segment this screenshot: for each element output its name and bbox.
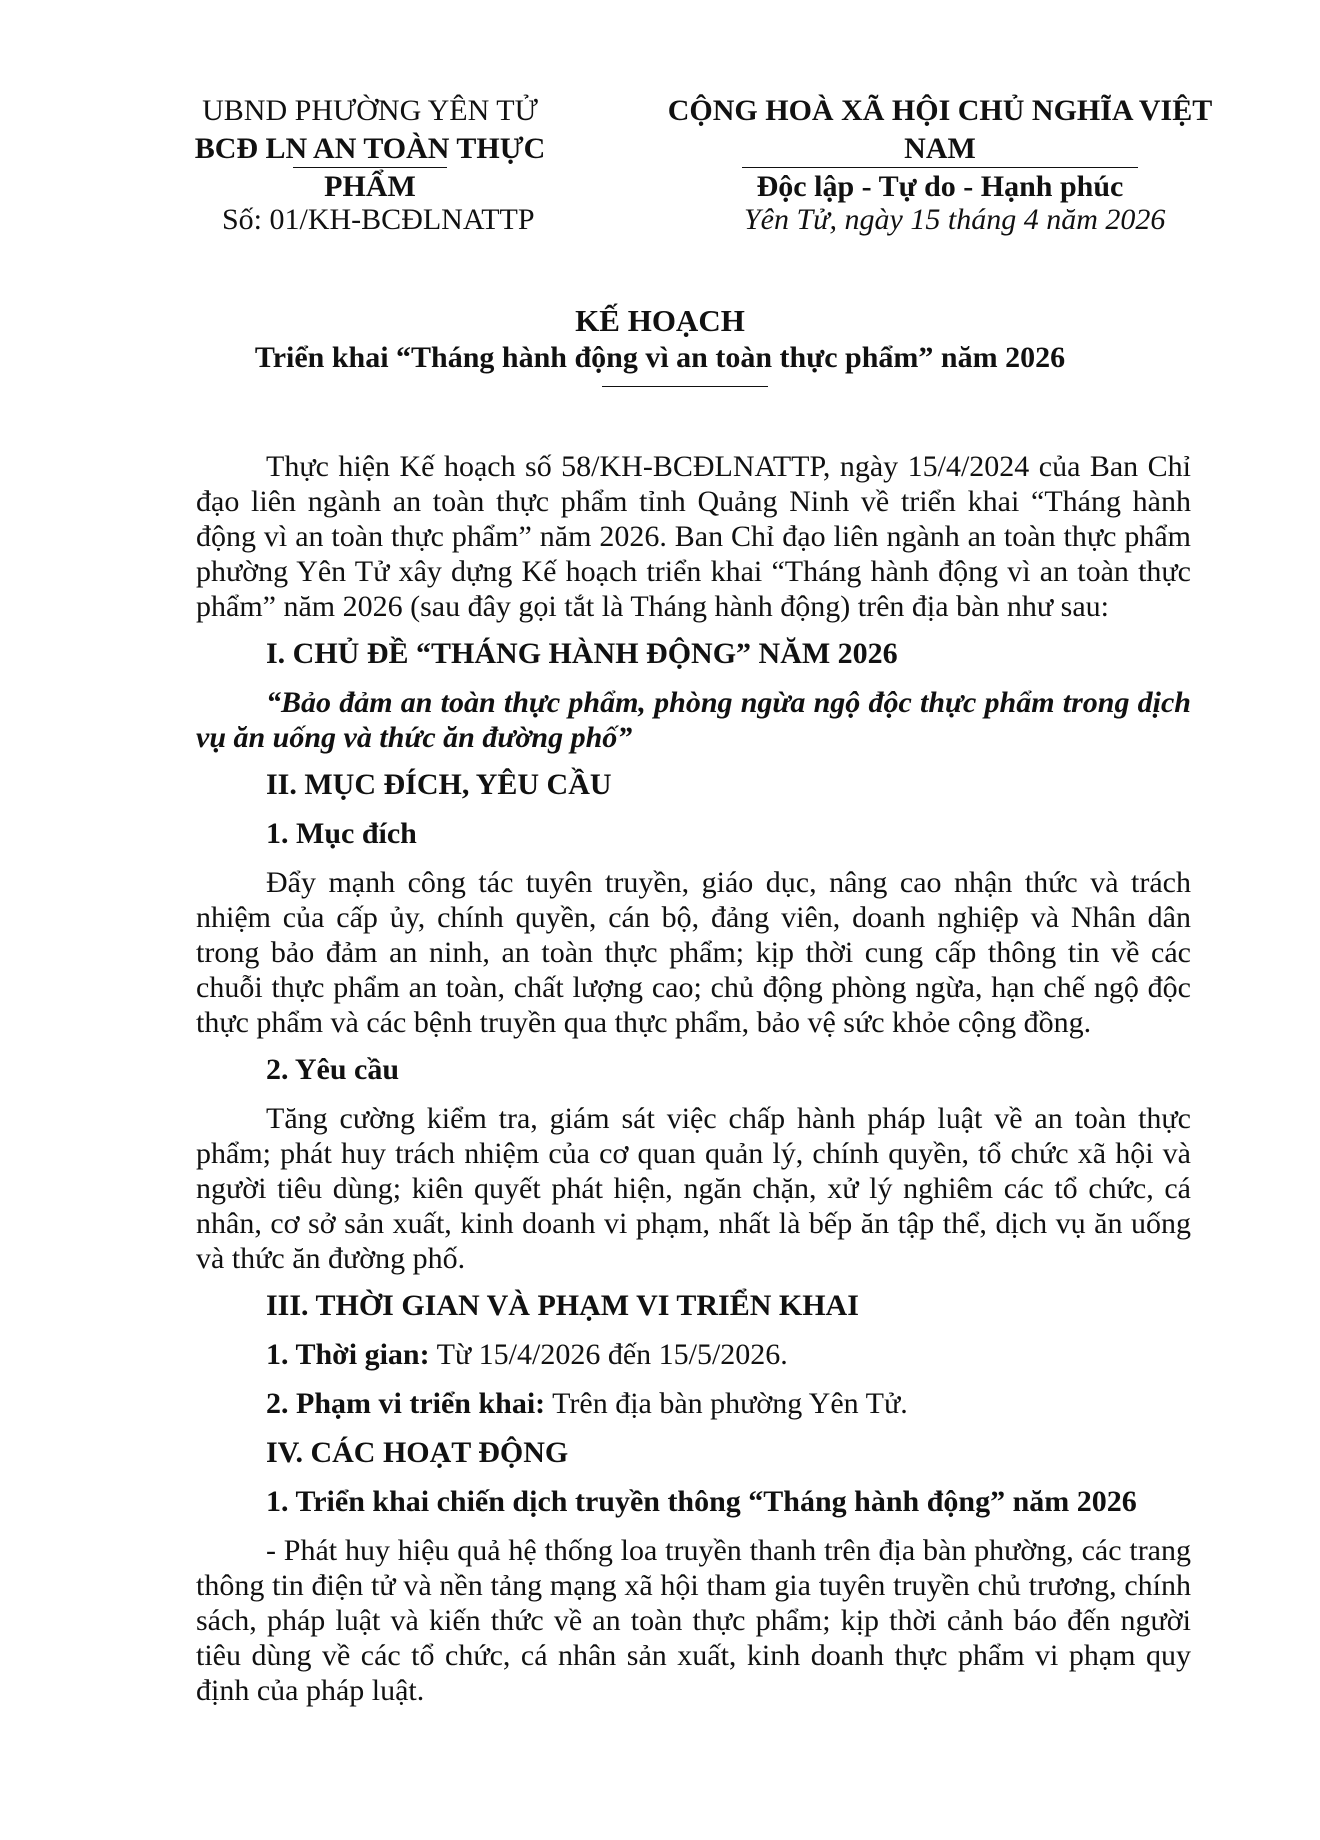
document-body bbox=[196, 449, 1191, 1720]
section-3-1-value: Từ 15/4/2026 đến 15/5/2026. bbox=[429, 1338, 788, 1371]
section-1-heading: I. CHỦ ĐỀ “THÁNG HÀNH ĐỘNG” NĂM 2026 bbox=[266, 637, 898, 670]
section-2-heading: II. MỤC ĐÍCH, YÊU CẦU bbox=[266, 768, 612, 801]
agency-name: UBND PHƯỜNG YÊN TỬ bbox=[202, 94, 538, 127]
document-date: Yên Tử, ngày 15 tháng 4 năm 2026 bbox=[744, 203, 1166, 236]
issuing-agency bbox=[160, 92, 580, 206]
intro-paragraph: Thực hiện Kế hoạch số 58/KH-BCĐLNATTP, ngày 15/4/2024 của Ban Chỉ đạo liên ngành an toàn thực phẩm tỉnh Quảng Ninh về triển khai “Tháng hành động vì an toàn thực phẩm” năm 2026. Ban Chỉ đạo liên ngành an toàn thực phẩm phường Yên Tử xây dựng Kế hoạch triển khai “Tháng hành động vì an toàn thực phẩm” năm 2026 (sau đây gọi tắt là Tháng hành động) trên địa bàn như sau: bbox=[196, 450, 1191, 623]
agency-underline bbox=[293, 167, 447, 168]
motto-underline bbox=[742, 167, 1138, 168]
document-subtitle: Triển khai “Tháng hành động vì an toàn thực phẩm” năm 2026 bbox=[254, 341, 1066, 374]
document-title: KẾ HOẠCH bbox=[575, 303, 745, 338]
section-4-1-heading: 1. Triển khai chiến dịch truyền thông “Tháng hành động” năm 2026 bbox=[266, 1485, 1137, 1518]
title-underline bbox=[602, 386, 768, 387]
agency-committee: BCĐ LN AN TOÀN THỰC PHẨM bbox=[194, 132, 546, 203]
section-3-2-line bbox=[196, 1386, 1191, 1421]
section-4-1-text: - Phát huy hiệu quả hệ thống loa truyền thanh trên địa bàn phường, các trang thông tin điện tử và nền tảng mạng xã hội tham gia tuyên truyền chủ trương, chính sách, pháp luật và kiến thức về an toàn thực phẩm; kịp thời cảnh báo đến người tiêu dùng về các tổ chức, cá nhân sản xuất, kinh doanh thực phẩm vi phạm quy định của pháp luật. bbox=[196, 1534, 1191, 1707]
section-2-1-heading: 1. Mục đích bbox=[266, 817, 417, 850]
national-motto: Độc lập - Tự do - Hạnh phúc bbox=[756, 170, 1124, 203]
section-2-2-text: Tăng cường kiểm tra, giám sát việc chấp hành pháp luật về an toàn thực phẩm; phát huy trách nhiệm của cơ quan quản lý, chính quyền, tổ chức xã hội và người tiêu dùng; kiên quyết phát hiện, ngăn chặn, xử lý nghiêm các tổ chức, cá nhân, cơ sở sản xuất, kinh doanh vi phạm, nhất là bếp ăn tập thể, dịch vụ ăn uống và thức ăn đường phố. bbox=[196, 1102, 1191, 1275]
national-heading bbox=[640, 92, 1240, 206]
national-name: CỘNG HOÀ XÃ HỘI CHỦ NGHĨA VIỆT NAM bbox=[667, 94, 1213, 165]
section-3-1-label: 1. Thời gian: bbox=[266, 1338, 430, 1371]
document-number: Số: 01/KH-BCĐLNATTP bbox=[222, 203, 535, 236]
section-2-1-text: Đẩy mạnh công tác tuyên truyền, giáo dục, nâng cao nhận thức và trách nhiệm của cấp ủy, chính quyền, cán bộ, đảng viên, doanh nghiệp và Nhân dân trong bảo đảm an ninh, an toàn thực phẩm; kịp thời cung cấp thông tin về các chuỗi thực phẩm an toàn, chất lượng cao; chủ động phòng ngừa, hạn chế ngộ độc thực phẩm và các bệnh truyền qua thực phẩm, bảo vệ sức khỏe cộng đồng. bbox=[196, 866, 1191, 1039]
section-3-heading: III. THỜI GIAN VÀ PHẠM VI TRIỂN KHAI bbox=[266, 1289, 859, 1322]
section-3-2-value: Trên địa bàn phường Yên Tử. bbox=[545, 1387, 908, 1420]
section-2-2-heading: 2. Yêu cầu bbox=[266, 1053, 400, 1086]
section-3-2-label: 2. Phạm vi triển khai: bbox=[266, 1387, 546, 1420]
section-1-theme: “Bảo đảm an toàn thực phẩm, phòng ngừa ngộ độc thực phẩm trong dịch vụ ăn uống và thức ăn đường phố” bbox=[196, 686, 1191, 754]
section-3-1-line bbox=[196, 1337, 1191, 1372]
section-4-heading: IV. CÁC HOẠT ĐỘNG bbox=[266, 1436, 569, 1469]
